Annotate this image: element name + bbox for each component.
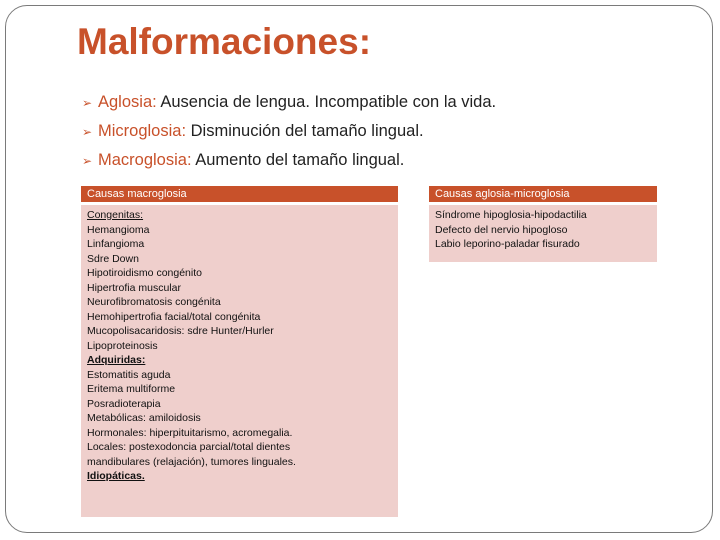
table-header: Causas macroglosia: [81, 186, 398, 202]
table-header: Causas aglosia-microglosia: [429, 186, 657, 202]
bullet-text: Ausencia de lengua. Incompatible con la vida.: [156, 93, 497, 111]
bullet-arrow-icon: ➢: [82, 154, 93, 168]
cause-item: Hormonales: hiperpituitarismo, acromegalia.: [87, 426, 293, 439]
table-aglosia-microglosia: [429, 186, 657, 262]
bullet-microglosia: [82, 117, 496, 146]
cause-item: Metabólicas: amiloidosis: [87, 412, 201, 424]
section-label-congenitas: Congenitas:: [87, 209, 144, 221]
cause-item: Síndrome hipoglosia-hipodactilia: [435, 209, 587, 221]
cause-item: Hemohipertrofia facial/total congénita: [87, 310, 261, 323]
cause-item: Sdre Down: [87, 252, 139, 265]
cause-item: mandibulares (relajación), tumores linguales.: [87, 455, 296, 468]
cause-item: Defecto del nervio hipogloso: [435, 223, 568, 236]
bullet-term: Aglosia:: [98, 93, 157, 111]
slide-title: Malformaciones:: [77, 21, 372, 62]
section-label-idiopaticas: Idiopáticas.: [87, 470, 145, 482]
table-cell: [429, 205, 657, 262]
section-label-adquiridas: Adquiridas:: [87, 354, 146, 366]
bullet-list: [82, 88, 496, 175]
cause-item: Lipoproteinosis: [87, 339, 158, 352]
cause-item: Hemangioma: [87, 223, 150, 236]
cause-item: Labio leporino-paladar fisurado: [435, 238, 580, 250]
cause-item: Mucopolisacaridosis: sdre Hunter/Hurler: [87, 325, 274, 337]
bullet-macroglosia: [82, 146, 496, 175]
cause-item: Locales: postexodoncia parcial/total dientes: [87, 441, 291, 453]
bullet-text: Disminución del tamaño lingual.: [186, 122, 424, 140]
bullet-term: Microglosia:: [98, 122, 187, 140]
cause-item: Neurofibromatosis congénita: [87, 296, 221, 308]
cause-item: Estomatitis aguda: [87, 368, 171, 381]
bullet-arrow-icon: ➢: [82, 96, 93, 110]
cause-item: Linfangioma: [87, 238, 145, 250]
bullet-arrow-icon: ➢: [82, 125, 93, 139]
bullet-aglosia: [82, 88, 496, 117]
bullet-term: Macroglosia:: [98, 151, 192, 169]
bullet-text: Aumento del tamaño lingual.: [191, 151, 405, 169]
cause-item: Posradioterapia: [87, 397, 161, 410]
table-cell: [81, 205, 398, 517]
cause-item: Hipotiroidismo congénito: [87, 267, 202, 279]
table-macroglosia: [81, 186, 398, 517]
cause-item: Eritema multiforme: [87, 383, 176, 395]
cause-item: Hipertrofia muscular: [87, 281, 181, 294]
